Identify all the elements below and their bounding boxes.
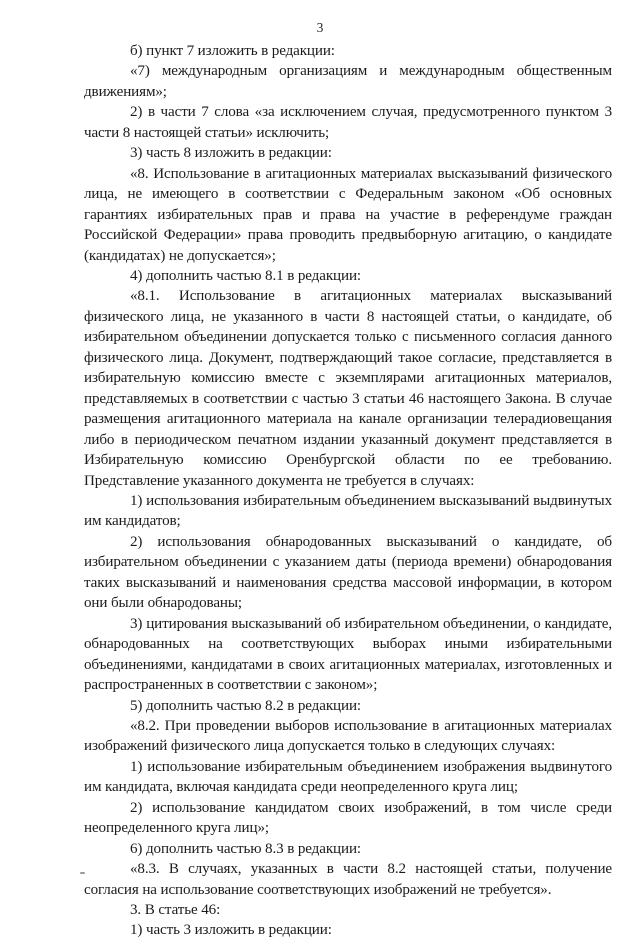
paragraph-amendment-5: 5) дополнить частью 8.2 в редакции: <box>130 697 361 714</box>
paragraph-image-case-2: 2) использование кандидатом своих изображений, в том числе среди неопределенного круга лиц»; <box>84 799 612 837</box>
paragraph-amendment-4: 4) дополнить частью 8.1 в редакции: <box>130 267 361 284</box>
scan-artifact <box>80 872 85 874</box>
paragraph-quote-item-7: «7) международным организациям и международным общественным движениям»; <box>84 63 612 100</box>
paragraph-quote-part-8-1: «8.1. Использование в агитационных материалах высказываний физического лица, не указанного в части 8 настоящей статьи, о кандидате, об избирательном объединении допускается только с письменного согласия данного физического лица. Документ, подтверждающий такое согласие, представляется в избирательную комиссию вместе с экземплярами агитационных материалов, представляемых в соответствии с частью 3 статьи 46 настоящего Закона. В случае размещения агитационного материала на канале организации телерадиовещания либо в периодическом печатном издании указанный документ представляется в Избирательную комиссию Оренбургской области по ее требованию. Представление указанного документа не требуется в случаях: <box>84 288 612 489</box>
page-number: 3 <box>316 20 324 35</box>
paragraph-part-3: 1) часть 3 изложить в редакции: <box>130 922 332 939</box>
paragraph-quote-part-8-2: «8.2. При проведении выборов использование в агитационных материалах изображений физического лица допускается только в следующих случаях: <box>84 717 612 755</box>
document-body <box>84 41 612 941</box>
paragraph-amendment-2: 2) в части 7 слова «за исключением случая, предусмотренного пунктом 3 части 8 настоящей статьи» исключить; <box>84 104 612 141</box>
paragraph-case-3: 3) цитирования высказываний об избирательном объединении, о кандидате, обнародованных на соответствующих выборах иными избирательными объединениями, кандидатами в своих агитационных материалах, изготовленных и распространенных в соответствии с законом»; <box>84 615 612 694</box>
paragraph-quote-part-8-3: «8.3. В случаях, указанных в части 8.2 настоящей статьи, получение согласия на использование соответствующих изображений не требуется». <box>84 861 612 898</box>
paragraph-case-1: 1) использования избирательным объединением высказываний выдвинутых им кандидатов; <box>84 492 612 530</box>
paragraph-image-case-1: 1) использование избирательным объединением изображения выдвинутого им кандидата, включая кандидата среди неопределенного круга лиц; <box>84 758 612 796</box>
paragraph-case-2: 2) использования обнародованных высказываний о кандидате, об избирательном объединении с указанием даты (периода времени) обнародования таких высказываний и наименования средства массовой информации, в котором они были обнародованы; <box>84 533 612 612</box>
paragraph-amendment-3: 3) часть 8 изложить в редакции: <box>130 145 332 162</box>
paragraph-amendment-6: 6) дополнить частью 8.3 в редакции: <box>130 840 361 857</box>
paragraph-quote-part-8: «8. Использование в агитационных материалах высказываний физического лица, не имеющего в соответствии с Федеральным законом «Об основных гарантиях избирательных прав и права на участие в референдуме граждан Российской Федерации» права проводить предвыборную агитацию, о кандидате (кандидатах) не допускается»; <box>84 165 612 264</box>
paragraph-subitem-b: б) пункт 7 изложить в редакции: <box>130 43 335 59</box>
paragraph-article-46: 3. В статье 46: <box>130 902 221 919</box>
